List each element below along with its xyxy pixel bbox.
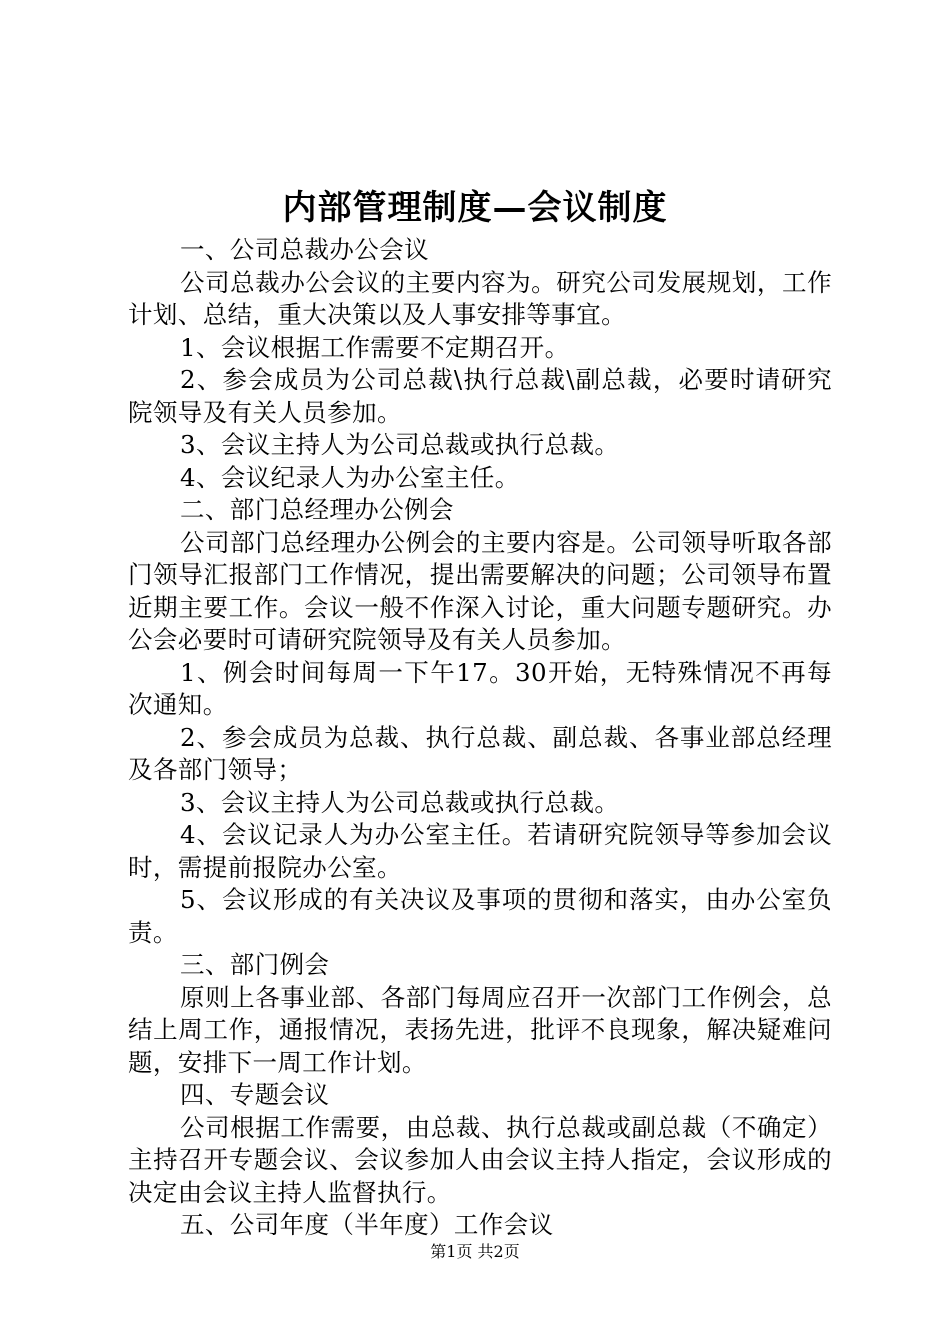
section-heading: 五、公司年度（半年度）工作会议 — [180, 1210, 554, 1239]
paragraph: 3、会议主持人为公司总裁或执行总裁。 — [180, 430, 620, 459]
paragraph: 1、例会时间每周一下午17。30开始，无特殊情况不再每次通知。 — [128, 657, 832, 719]
section-heading: 二、部门总经理办公例会 — [180, 495, 454, 524]
paragraph: 2、参会成员为公司总裁\执行总裁\副总裁，必要时请研究院领导及有关人员参加。 — [128, 365, 832, 427]
section-heading: 一、公司总裁办公会议 — [180, 235, 429, 264]
paragraph: 3、会议主持人为公司总裁或执行总裁。 — [180, 787, 620, 817]
section-heading: 四、专题会议 — [180, 1080, 330, 1109]
page-footer: 第1页 共2页 — [430, 1242, 520, 1261]
paragraph: 5、会议形成的有关决议及事项的贯彻和落实，由办公室负责。 — [128, 885, 832, 947]
paragraph: 1、会议根据工作需要不定期召开。 — [180, 332, 570, 362]
document-title: 内部管理制度—会议制度 — [282, 188, 668, 228]
paragraph: 公司总裁办公会议的主要内容为。研究公司发展规划，工作计划、总结，重大决策以及人事安排等事宜。 — [128, 267, 832, 329]
section-heading: 三、部门例会 — [180, 950, 330, 979]
paragraph: 2、参会成员为总裁、执行总裁、副总裁、各事业部总经理及各部门领导； — [128, 722, 832, 784]
paragraph: 4、会议纪录人为办公室主任。 — [180, 462, 520, 492]
document-body — [128, 234, 832, 1242]
paragraph: 公司根据工作需要，由总裁、执行总裁或副总裁（不确定）主持召开专题会议、会议参加人由会议主持人指定，会议形成的决定由会议主持人监督执行。 — [128, 1112, 832, 1207]
paragraph: 公司部门总经理办公例会的主要内容是。公司领导听取各部门领导汇报部门工作情况，提出需要解决的问题；公司领导布置近期主要工作。会议一般不作深入讨论，重大问题专题研究。办公会必要时可请研究院领导及有关人员参加。 — [128, 527, 832, 654]
paragraph: 原则上各事业部、各部门每周应召开一次部门工作例会，总结上周工作，通报情况，表扬先进，批评不良现象，解决疑难问题，安排下一周工作计划。 — [128, 982, 832, 1077]
paragraph: 4、会议记录人为办公室主任。若请研究院领导等参加会议时，需提前报院办公室。 — [128, 820, 832, 882]
